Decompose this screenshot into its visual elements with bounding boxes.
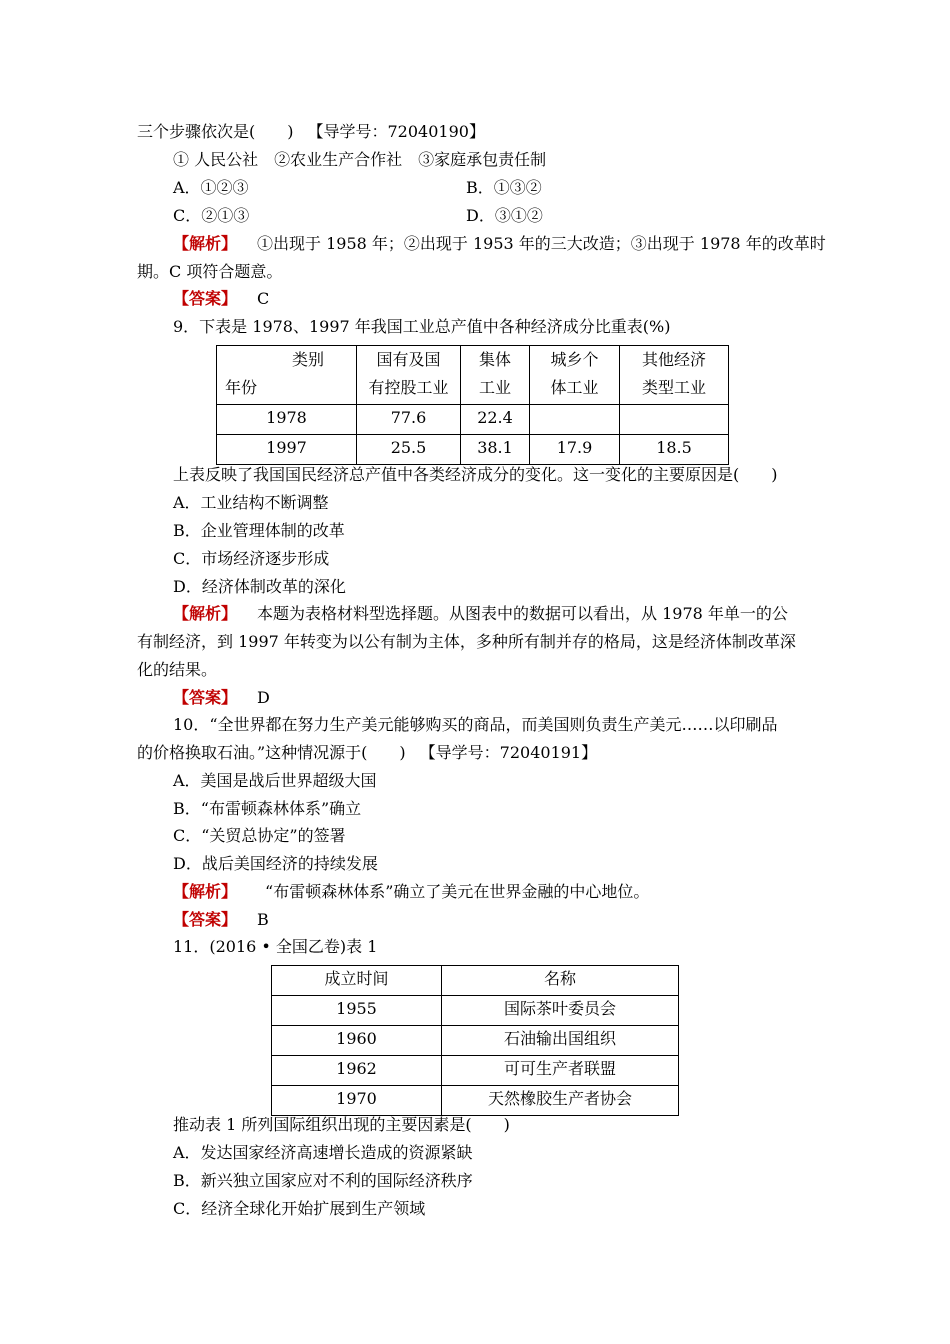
q9-answer-line — [173, 688, 270, 708]
q10-option-a: A．美国是战后世界超级大国 — [173, 771, 377, 790]
table-cell: 国际茶叶委员会 — [442, 996, 679, 1026]
q10-stem-2: 的价格换取石油。”这种情况源于( ) — [137, 743, 406, 762]
table-cell: 可可生产者联盟 — [442, 1056, 679, 1086]
q9-analysis-text-1: 本题为表格材料型选择题。从图表中的数据可以看出，从 1978 年单一的公 — [257, 604, 788, 623]
table-row — [272, 1086, 679, 1116]
q9-option-d: D．经济体制改革的深化 — [173, 577, 346, 596]
table-header-cell: 成立时间 — [272, 966, 442, 996]
q9-analysis-line-2: 有制经济，到 1997 年转变为以公有制为主体，多种所有制并存的格局，这是经济体制改革深 — [137, 632, 796, 651]
q8-stem: 三个步骤依次是( ) — [137, 122, 294, 141]
header-text: 国有及国 — [376, 350, 441, 369]
q8-option-d: D．③①② — [466, 206, 543, 225]
q8-option-a: A．①②③ — [173, 178, 249, 197]
q11-option-c: C．经济全球化开始扩展到生产领域 — [173, 1199, 426, 1218]
corner-category: 类别 — [291, 350, 324, 369]
table-header-cell — [357, 346, 461, 405]
q9-answer: D — [257, 688, 270, 707]
table-cell: 1960 — [272, 1026, 442, 1056]
table-cell: 38.1 — [461, 435, 530, 465]
table-cell: 25.5 — [357, 435, 461, 465]
table-row — [272, 996, 679, 1026]
table-cell: 77.6 — [357, 405, 461, 435]
q10-guide-number: 【导学号：72040191】 — [419, 743, 598, 762]
table-cell — [620, 405, 729, 435]
table-header-cell: 名称 — [442, 966, 679, 996]
q8-option-b: B．①③② — [466, 178, 542, 197]
corner-year: 年份 — [225, 378, 258, 397]
q9-option-a: A．工业结构不断调整 — [173, 493, 329, 512]
q10-stem-line-2 — [137, 743, 597, 763]
q9-option-c: C．市场经济逐步形成 — [173, 549, 330, 568]
q11-option-b: B．新兴独立国家应对不利的国际经济秩序 — [173, 1171, 473, 1190]
q10-analysis-line-1 — [173, 882, 649, 902]
q8-answer-line — [173, 289, 269, 309]
answer-label: 【答案】 — [173, 688, 238, 707]
header-text: 其他经济 — [641, 350, 706, 369]
header-text: 类型工业 — [641, 378, 706, 397]
analysis-label: 【解析】 — [173, 604, 238, 623]
q8-option-c: C．②①③ — [173, 206, 250, 225]
q10-answer-line — [173, 910, 269, 930]
table-cell — [530, 405, 620, 435]
table-header-cell — [530, 346, 620, 405]
q8-items: ① 人民公社 ②农业生产合作社 ③家庭承包责任制 — [173, 150, 547, 169]
q11-table — [271, 965, 679, 1116]
q10-option-b: B．“布雷顿森林体系”确立 — [173, 799, 362, 818]
table-header-row — [272, 966, 679, 996]
q10-analysis-text-1: “布雷顿森林体系”确立了美元在世界金融的中心地位。 — [265, 882, 650, 901]
q9-analysis-line-1 — [173, 604, 788, 624]
q10-answer: B — [257, 910, 269, 929]
table-corner-cell — [217, 346, 357, 405]
table-row — [272, 1056, 679, 1086]
table-row — [217, 435, 729, 465]
q8-guide-number: 【导学号：72040190】 — [307, 122, 485, 141]
analysis-label: 【解析】 — [173, 882, 238, 901]
q10-option-c: C．“关贸总协定”的签署 — [173, 826, 346, 845]
q9-table — [216, 345, 729, 465]
table-header-row — [217, 346, 729, 405]
q8-stem-line — [137, 122, 485, 142]
table-row — [217, 405, 729, 435]
q11-question: 推动表 1 所列国际组织出现的主要因素是( ) — [173, 1115, 510, 1134]
table-cell: 天然橡胶生产者协会 — [442, 1086, 679, 1116]
table-cell: 石油输出国组织 — [442, 1026, 679, 1056]
q11-stem: 11．(2016 • 全国乙卷)表 1 — [173, 937, 378, 956]
q10-option-d: D．战后美国经济的持续发展 — [173, 854, 378, 873]
header-text: 工业 — [478, 378, 511, 397]
table-header-cell — [461, 346, 530, 405]
header-text: 有控股工业 — [368, 378, 449, 397]
q9-analysis-line-3: 化的结果。 — [137, 660, 218, 679]
q8-answer: C — [257, 289, 270, 308]
answer-label: 【答案】 — [173, 910, 238, 929]
q8-analysis-line-1 — [173, 234, 826, 254]
table-cell: 22.4 — [461, 405, 530, 435]
table-cell: 1997 — [217, 435, 357, 465]
header-text: 体工业 — [550, 378, 599, 397]
q11-option-a: A．发达国家经济高速增长造成的资源紧缺 — [173, 1143, 473, 1162]
table-cell: 1955 — [272, 996, 442, 1026]
q10-stem-line-1: 10．“全世界都在努力生产美元能够购买的商品，而美国则负责生产美元……以印刷品 — [173, 715, 778, 734]
q8-analysis-line-2: 期。C 项符合题意。 — [137, 262, 283, 281]
table-cell: 1962 — [272, 1056, 442, 1086]
q8-analysis-text-1: ①出现于 1958 年；②出现于 1953 年的三大改造；③出现于 1978 年的改革时 — [257, 234, 826, 253]
q9-option-b: B．企业管理体制的改革 — [173, 521, 345, 540]
table-cell: 18.5 — [620, 435, 729, 465]
answer-label: 【答案】 — [173, 289, 238, 308]
table-cell: 1970 — [272, 1086, 442, 1116]
header-text: 集体 — [478, 350, 511, 369]
q9-question: 上表反映了我国国民经济总产值中各类经济成分的变化。这一变化的主要原因是( ) — [173, 465, 778, 484]
table-row — [272, 1026, 679, 1056]
q9-stem: 9．下表是 1978、1997 年我国工业总产值中各种经济成分比重表(%) — [173, 317, 671, 336]
table-cell: 17.9 — [530, 435, 620, 465]
table-header-cell — [620, 346, 729, 405]
table-cell: 1978 — [217, 405, 357, 435]
analysis-label: 【解析】 — [173, 234, 238, 253]
header-text: 城乡个 — [550, 350, 599, 369]
